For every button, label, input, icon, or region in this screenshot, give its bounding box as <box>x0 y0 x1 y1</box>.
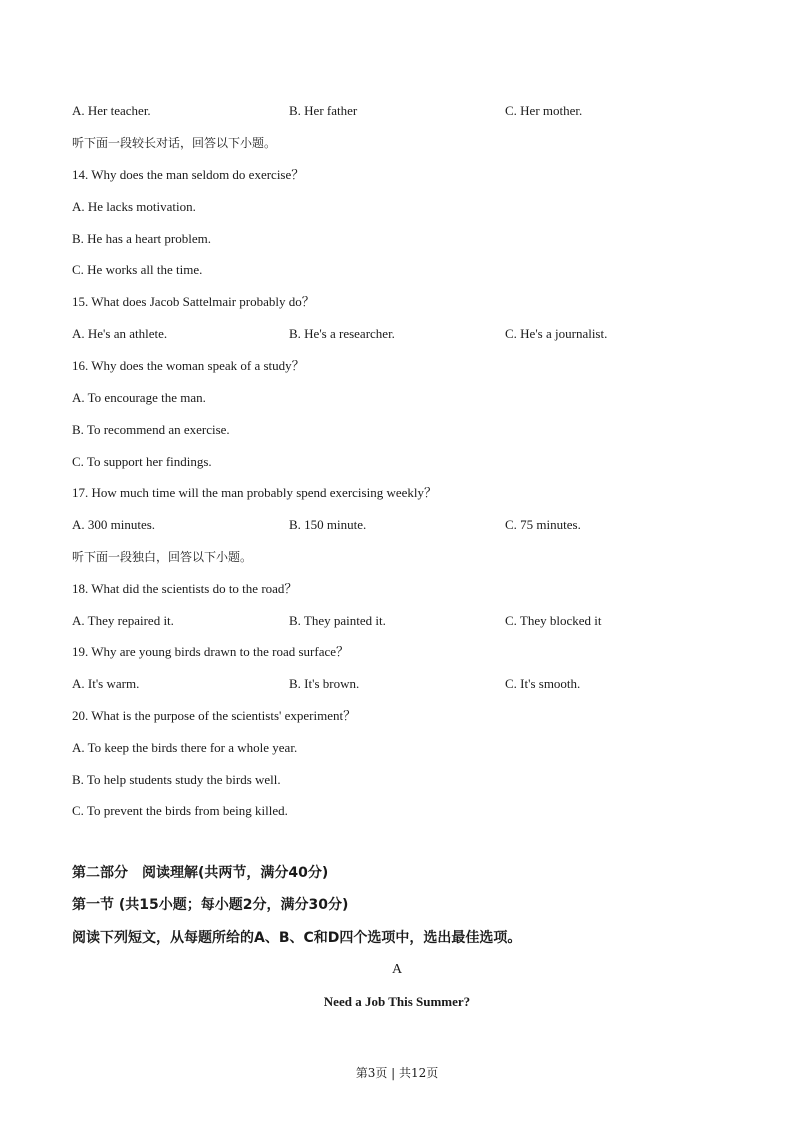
q20-option-a: A. To keep the birds there for a whole year. <box>72 740 298 755</box>
q17-stem: 17. How much time will the man probably spend exercising weekly？ <box>72 485 438 500</box>
q16-stem: 16. Why does the woman speak of a study？ <box>72 358 305 373</box>
dialog-instruction: 听下面一段较长对话，回答以下小题。 <box>72 136 277 150</box>
q14-option-a: A. He lacks motivation. <box>72 199 196 214</box>
q18-options <box>72 613 772 629</box>
q13-option-c: C. Her mother. <box>505 103 583 118</box>
section1-heading: 第一节 (共15小题；每小题2分，满分30分) <box>72 897 349 913</box>
q14-option-c: C. He works all the time. <box>72 262 203 277</box>
q17-option-a: A. 300 minutes. <box>72 517 156 532</box>
part2-heading: 第二部分 阅读理解(共两节，满分40分) <box>72 865 329 881</box>
reading-instruction: 阅读下列短文，从每题所给的A、B、C和D四个选项中，选出最佳选项。 <box>72 930 522 946</box>
q15-option-a: A. He's an athlete. <box>72 326 168 341</box>
page-footer: 第3页 | 共12页 <box>355 1066 439 1080</box>
passage-title: Need a Job This Summer? <box>323 994 471 1009</box>
q20-option-b: B. To help students study the birds well. <box>72 772 281 787</box>
q13-option-a: A. Her teacher. <box>72 103 151 118</box>
q16-option-b: B. To recommend an exercise. <box>72 422 230 437</box>
monologue-instruction: 听下面一段独白，回答以下小题。 <box>72 550 253 564</box>
q20-stem: 20. What is the purpose of the scientists' experiment？ <box>72 708 357 723</box>
q15-option-c: C. He's a journalist. <box>505 326 608 341</box>
q16-option-a: A. To encourage the man. <box>72 390 206 405</box>
q17-option-c: C. 75 minutes. <box>505 517 581 532</box>
q19-option-a: A. It's warm. <box>72 676 140 691</box>
q15-options <box>72 326 772 342</box>
q15-stem: 15. What does Jacob Sattelmair probably do？ <box>72 294 315 309</box>
q16-option-c: C. To support her findings. <box>72 454 212 469</box>
q14-option-b: B. He has a heart problem. <box>72 231 211 246</box>
q18-option-c: C. They blocked it <box>505 613 602 628</box>
q14-stem: 14. Why does the man seldom do exercise？ <box>72 167 305 182</box>
q18-option-a: A. They repaired it. <box>72 613 174 628</box>
q20-option-c: C. To prevent the birds from being killed. <box>72 803 288 818</box>
q17-option-b: B. 150 minute. <box>289 517 367 532</box>
q15-option-b: B. He's a researcher. <box>289 326 395 341</box>
passage-letter: A <box>391 962 403 977</box>
q17-options <box>72 517 772 533</box>
q18-stem: 18. What did the scientists do to the road？ <box>72 581 298 596</box>
q19-options <box>72 676 772 692</box>
q13-option-b: B. Her father <box>289 103 358 118</box>
q19-option-c: C. It's smooth. <box>505 676 581 691</box>
q19-option-b: B. It's brown. <box>289 676 360 691</box>
q13-options <box>72 103 772 119</box>
q19-stem: 19. Why are young birds drawn to the road surface？ <box>72 644 350 659</box>
q18-option-b: B. They painted it. <box>289 613 386 628</box>
